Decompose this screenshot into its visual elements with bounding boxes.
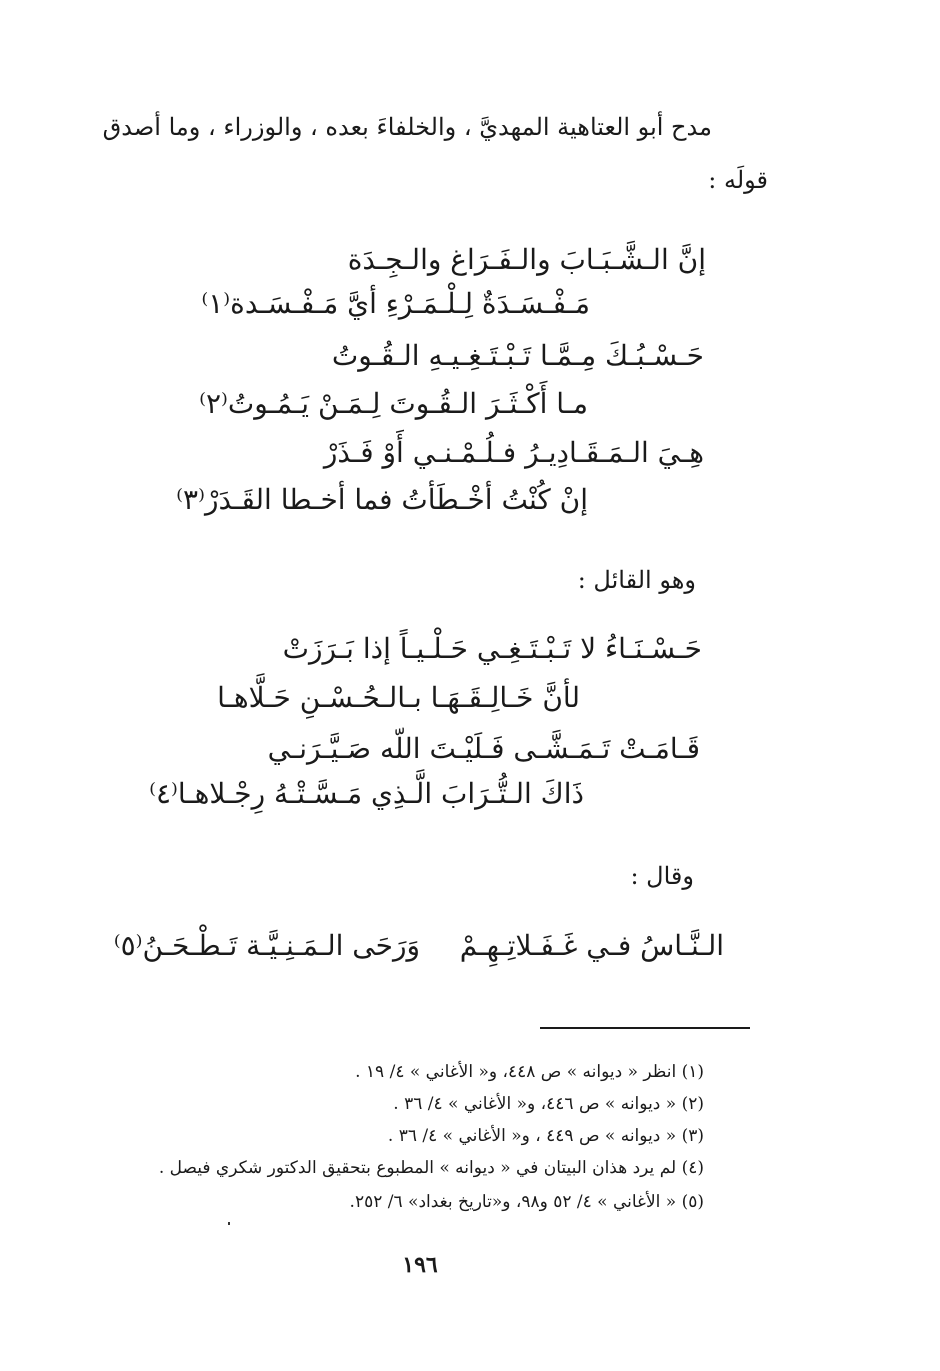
intro-2: وهو القائل : [577,566,696,594]
footnote-3: (٣) « ديوانه » ص ٤٤٩ ، و« الأغاني » ٤/ ٣٦ . [387,1126,704,1146]
poem-2-verse-2: لأنَّ خَـالِـقَـهَـا بـالـحُـسْـنِ حَـلَّاهـا [217,681,580,714]
footnote-2: (٢) « ديوانه » ص ٤٤٦، و« الأغاني » ٤/ ٣٦ . [393,1094,704,1114]
poem-1-verse-5: هِـيَ الـمَـقَـادِيـرُ فـلُـمْـنـي أَوْ فَـذَرْ [323,436,704,469]
intro-3: وقال : [630,862,694,890]
poem-2-verse-3: قَـامَـتْ تَـمَـشَّـى فَـلَيْـتَ اللّه صَـيَّـرَنـي [267,732,700,765]
footnote-4: (٤) لم يرد هذان البيتان في « ديوانه » المطبوع بتحقيق الدكتور شكري فيصل . [158,1158,704,1178]
paragraph-line-2: قولَه : [708,166,768,194]
footnote-1: (١) انظر « ديوانه » ص ٤٤٨، و« الأغاني » ٤/ ١٩ . [355,1062,704,1082]
poem-2-verse-4: ذَاكَ الـتُّـرَابَ الَّـذِي مَـسَّـتْـهُ رِجْـلاهـا⁽٤⁾ [149,777,584,810]
poem-3-hemistich-2: وَرَحَى الـمَـنِـيَّـة تَـطْـحَـنُ⁽٥⁾ [113,929,420,962]
poem-1-verse-3: حَـسْـبُـكَ مِـمَّـا تَـبْـتَـغِـيـهِ الـقُـوتُ [331,339,704,372]
poem-3-hemistich-1: الـنَّـاسُ فـي غَـفَـلاتِـهِـمْ [459,929,724,962]
footnote-separator [540,1027,750,1029]
poem-1-verse-1: إنَّ الـشَّـبَـابَ والـفَـرَاغ والـجِـدَة [347,243,706,276]
page-number: ١٩٦ [402,1252,438,1278]
poem-1-verse-2: مَـفْـسَـدَةٌ لِـلْـمَـرْءِ أيَّ مَـفْـسَـدة⁽١⁾ [201,287,590,320]
footnote-5: (٥) « الأغاني » ٤/ ٥٢ و٩٨، و«تاريخ بغداد» ٦/ ٢٥٢. [349,1192,704,1212]
poem-2-verse-1: حَـسْـنَـاءُ لا تَـبْـتَـغِـي حَـلْـيـاً إذا بَـرَزَتْ [282,632,702,665]
poem-1-verse-6: إنْ كُنْتُ أخْـطَأتُ فما أخـطا القَـدَرْ⁽٣⁾ [176,483,588,516]
print-speck [228,1222,230,1225]
poem-1-verse-4: مـا أَكْـثَـرَ الـقُـوتَ لِـمَـنْ يَـمُـوتُ⁽٢⁾ [199,387,588,420]
paragraph-line-1: مدح أبو العتاهية المهديَّ ، والخلفاءَ بعده ، والوزراء ، وما أصدق [102,113,712,141]
